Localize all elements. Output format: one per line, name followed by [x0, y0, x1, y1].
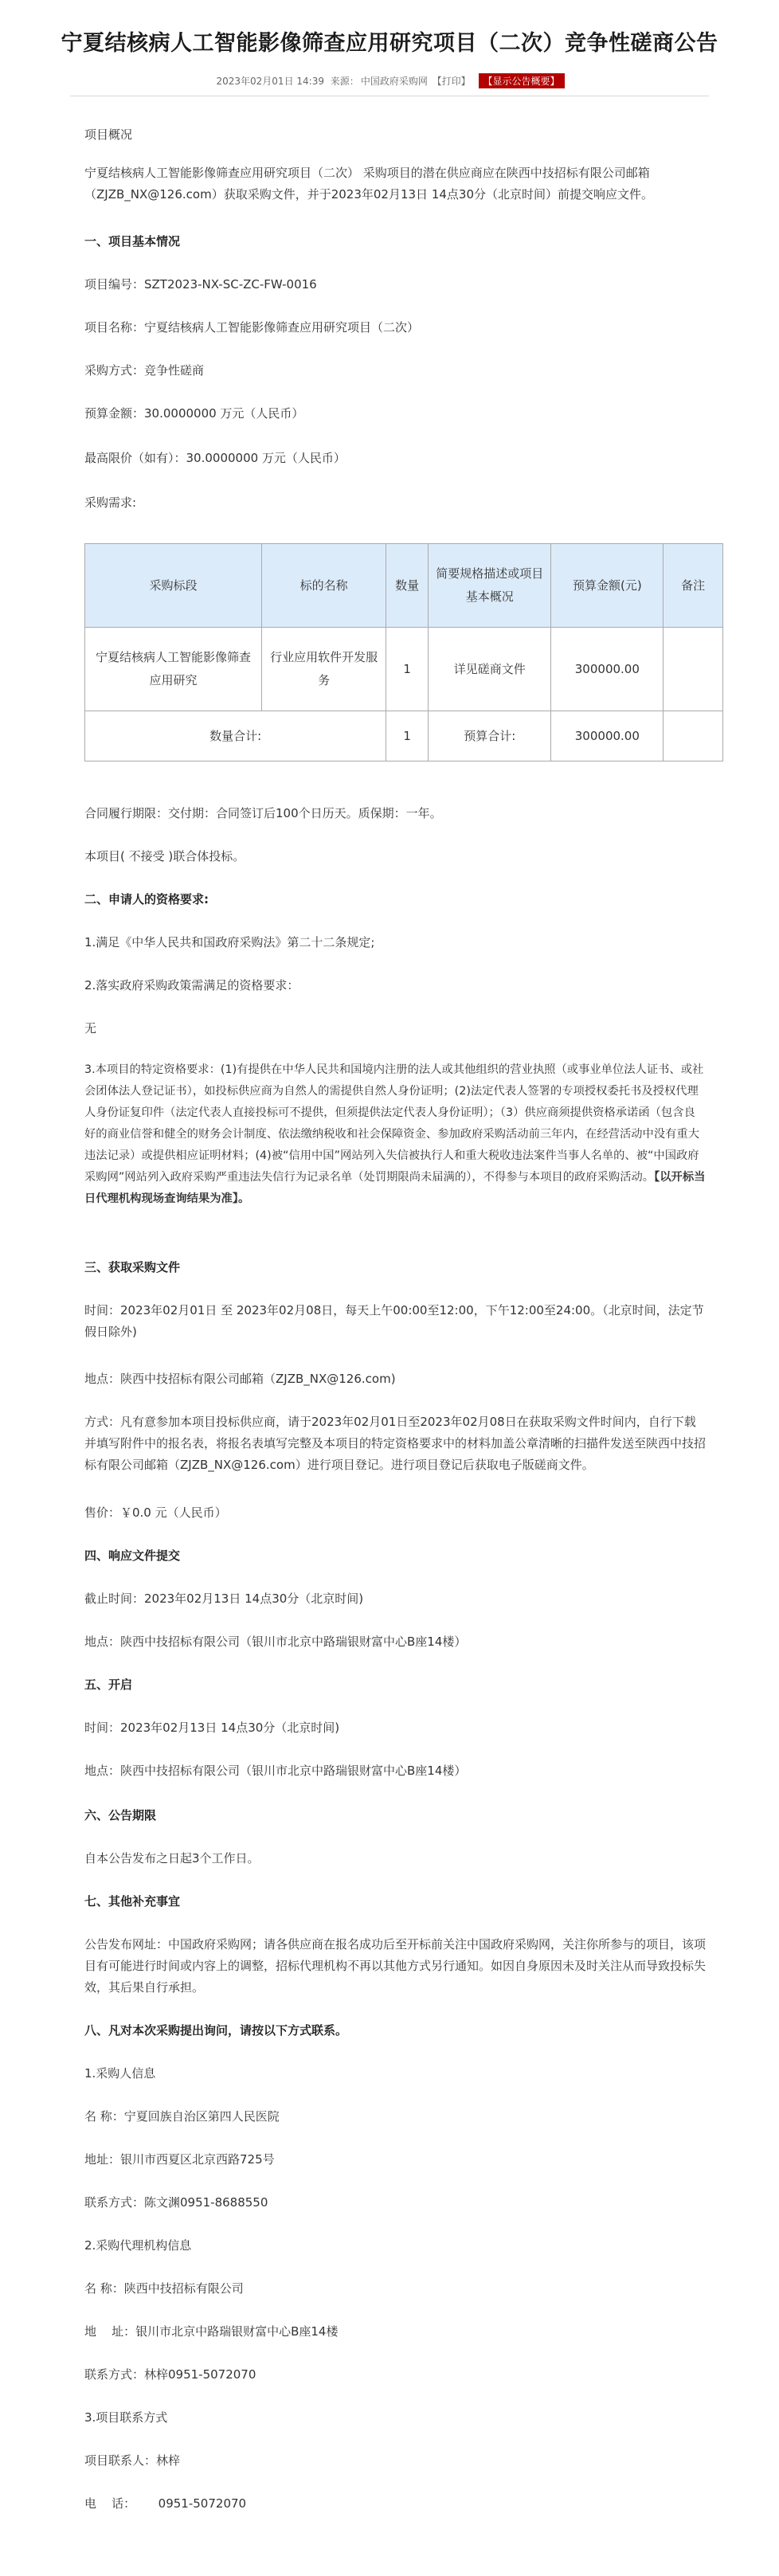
acquisition-method: 方式：凡有意参加本项目投标供应商，请于2023年02月01日至2023年02月08日在获取采购文件时间内，自行下载并填写附件中的报名表，将报名表填写完整及本项目的特定资格要求中的材料加盖公章清晰的扫描件发送至陕西中技招标有限公司邮箱（ZJZB_NX@126.com）进行项目登记。进行项目登记后获取电子版磋商文件。 [84, 1415, 707, 1472]
project-contact-phone: 电 话： 0951-5072070 [84, 2496, 247, 2511]
consortium-policy: 本项目( 不接受 )联合体投标。 [84, 849, 245, 863]
purchaser-contact: 联系方式：陈文渊0951-8688550 [84, 2195, 268, 2210]
agency-name: 名 称：陕西中技招标有限公司 [84, 2281, 244, 2296]
page-title: 宁夏结核病人工智能影像筛查应用研究项目（二次）竞争性磋商公告 [61, 31, 718, 56]
qualification-3-bold: 【以开标当日代理机构现场查询结果为准】。 [84, 1171, 706, 1205]
section-3-heading: 三、获取采购文件 [84, 1260, 181, 1274]
section-5-heading: 五、开启 [84, 1678, 133, 1692]
agency-contact: 联系方式：林梓0951-5072070 [84, 2367, 256, 2382]
max-price: 最高限价（如有）：30.0000000 万元（人民币） [84, 451, 346, 465]
print-link[interactable]: 【打印】 [432, 76, 471, 87]
table-header-cell: 备注 [664, 544, 723, 628]
table-cell [664, 628, 723, 711]
table-row [85, 628, 723, 711]
project-number: 项目编号：SZT2023-NX-SC-ZC-FW-0016 [84, 277, 317, 292]
procurement-method: 采购方式：竞争性磋商 [84, 363, 205, 378]
acquisition-time: 时间：2023年02月01日 至 2023年02月08日，每天上午00:00至12:00，下午12:00至24:00。（北京时间，法定节假日除外) [84, 1303, 704, 1339]
table-cell: 详见磋商文件 [429, 628, 551, 711]
total-note [664, 711, 723, 761]
qualification-1: 1.满足《中华人民共和国政府采购法》第二十二条规定; [84, 935, 375, 949]
section-4-heading: 四、响应文件提交 [84, 1548, 181, 1563]
intro-heading: 项目概况 [84, 127, 133, 142]
table-cell: 1 [386, 628, 429, 711]
section-1-heading: 一、项目基本情况 [84, 234, 181, 249]
agency-address: 地 址：银川市北京中路瑞银财富中心B座14楼 [84, 2324, 339, 2339]
purchaser-address: 地址：银川市西夏区北京西路725号 [84, 2152, 275, 2167]
opening-place: 地点：陕西中技招标有限公司（银川市北京中路瑞银财富中心B座14楼） [84, 1764, 467, 1778]
document-price: 售价：￥0.0 元（人民币） [84, 1505, 227, 1520]
procurement-table [84, 543, 723, 761]
opening-time: 时间：2023年02月13日 14点30分（北京时间) [84, 1721, 340, 1735]
total-budget-label: 预算合计: [429, 711, 551, 761]
notice-period: 自本公告发布之日起3个工作日。 [84, 1851, 260, 1865]
total-quantity-label: 数量合计: [85, 711, 386, 761]
table-header-cell: 简要规格描述或项目基本概况 [429, 544, 551, 628]
intro-text: 宁夏结核病人工智能影像筛查应用研究项目（二次） 采购项目的潜在供应商应在陕西中技招标有限公司邮箱（ZJZB_NX@126.com）获取采购文件，并于2023年02月13日 14点30分（北京时间）前提交响应文件。 [84, 166, 653, 202]
project-contact-title: 3.项目联系方式 [84, 2410, 168, 2425]
total-quantity: 1 [386, 711, 429, 761]
project-contact-person: 项目联系人：林梓 [84, 2453, 181, 2468]
table-header-row [85, 544, 723, 628]
section-8-heading: 八、凡对本次采购提出询问，请按以下方式联系。 [84, 2023, 348, 2038]
section-2-heading: 二、申请人的资格要求: [84, 892, 209, 906]
show-summary-button[interactable]: 【显示公告概要】 [479, 73, 565, 88]
purchaser-title: 1.采购人信息 [84, 2066, 156, 2081]
contract-period: 合同履行期限：交付期：合同签订后100个日历天。质保期：一年。 [84, 806, 442, 820]
procurement-demand-label: 采购需求: [84, 495, 137, 510]
section-6-heading: 六、公告期限 [84, 1808, 157, 1822]
project-name: 项目名称：宁夏结核病人工智能影像筛查应用研究项目（二次） [84, 320, 420, 335]
table-header-cell: 数量 [386, 544, 429, 628]
section-7-heading: 七、其他补充事宜 [84, 1894, 181, 1909]
table-header-cell: 标的名称 [261, 544, 386, 628]
table-header-cell: 采购标段 [85, 544, 262, 628]
total-budget: 300000.00 [551, 711, 664, 761]
table-cell: 宁夏结核病人工智能影像筛查应用研究 [85, 628, 262, 711]
source-label: 来源： [330, 76, 359, 87]
article-meta [0, 73, 779, 88]
supplementary-info: 公告发布网址：中国政府采购网；请各供应商在报名成功后至开标前关注中国政府采购网，关注你所参与的项目，该项目有可能进行时间或内容上的调整，招标代理机构不再以其他方式另行通知。如因自身原因未及时关注从而导致投标失效，其后果自行承担。 [84, 1937, 707, 1995]
qualification-2: 2.落实政府采购政策需满足的资格要求： [84, 978, 299, 992]
table-header-cell: 预算金额(元) [551, 544, 664, 628]
agency-title: 2.采购代理机构信息 [84, 2238, 192, 2253]
budget-amount: 预算金额：30.0000000 万元（人民币） [84, 406, 304, 421]
publish-datetime: 2023年02月01日 14:39 [216, 76, 324, 87]
qualification-3-text: 3.本项目的特定资格要求：(1)有提供在中华人民共和国境内注册的法人或其他组织的营业执照（或事业单位法人证书、或社会团体法人登记证书），如投标供应商为自然人的需提供自然人身份证明；(2)法定代表人签署的专项授权委托书及授权代理人身份证复印件（法定代表人直接投标可不提供，但须提供法定代表人身份证明）；（3）供应商须提供资格承诺函（包含良好的商业信誉和健全的财务会计制度、依法缴纳税收和社会保障资金、参加政府采购活动前三年内，在经营活动中没有重大违法记录）或提供相应证明材料；(4)被“信用中国”网站列入失信被执行人和重大税收违法案件当事人名单的、被“中国政府采购网”网站列入政府采购严重违法失信行为记录名单（处罚期限尚未届满的），不得参与本项目的政府采购活动。 [84, 1063, 704, 1184]
acquisition-place: 地点：陕西中技招标有限公司邮箱（ZJZB_NX@126.com) [84, 1372, 396, 1386]
table-cell: 行业应用软件开发服务 [261, 628, 386, 711]
table-total-row [85, 711, 723, 761]
submission-deadline: 截止时间：2023年02月13日 14点30分（北京时间) [84, 1591, 364, 1606]
source-name: 中国政府采购网 [360, 76, 428, 87]
qualification-2-value: 无 [84, 1021, 97, 1035]
qualification-3 [84, 1059, 706, 1210]
table-cell: 300000.00 [551, 628, 664, 711]
purchaser-name: 名 称：宁夏回族自治区第四人民医院 [84, 2109, 280, 2124]
submission-place: 地点：陕西中技招标有限公司（银川市北京中路瑞银财富中心B座14楼） [84, 1634, 467, 1649]
